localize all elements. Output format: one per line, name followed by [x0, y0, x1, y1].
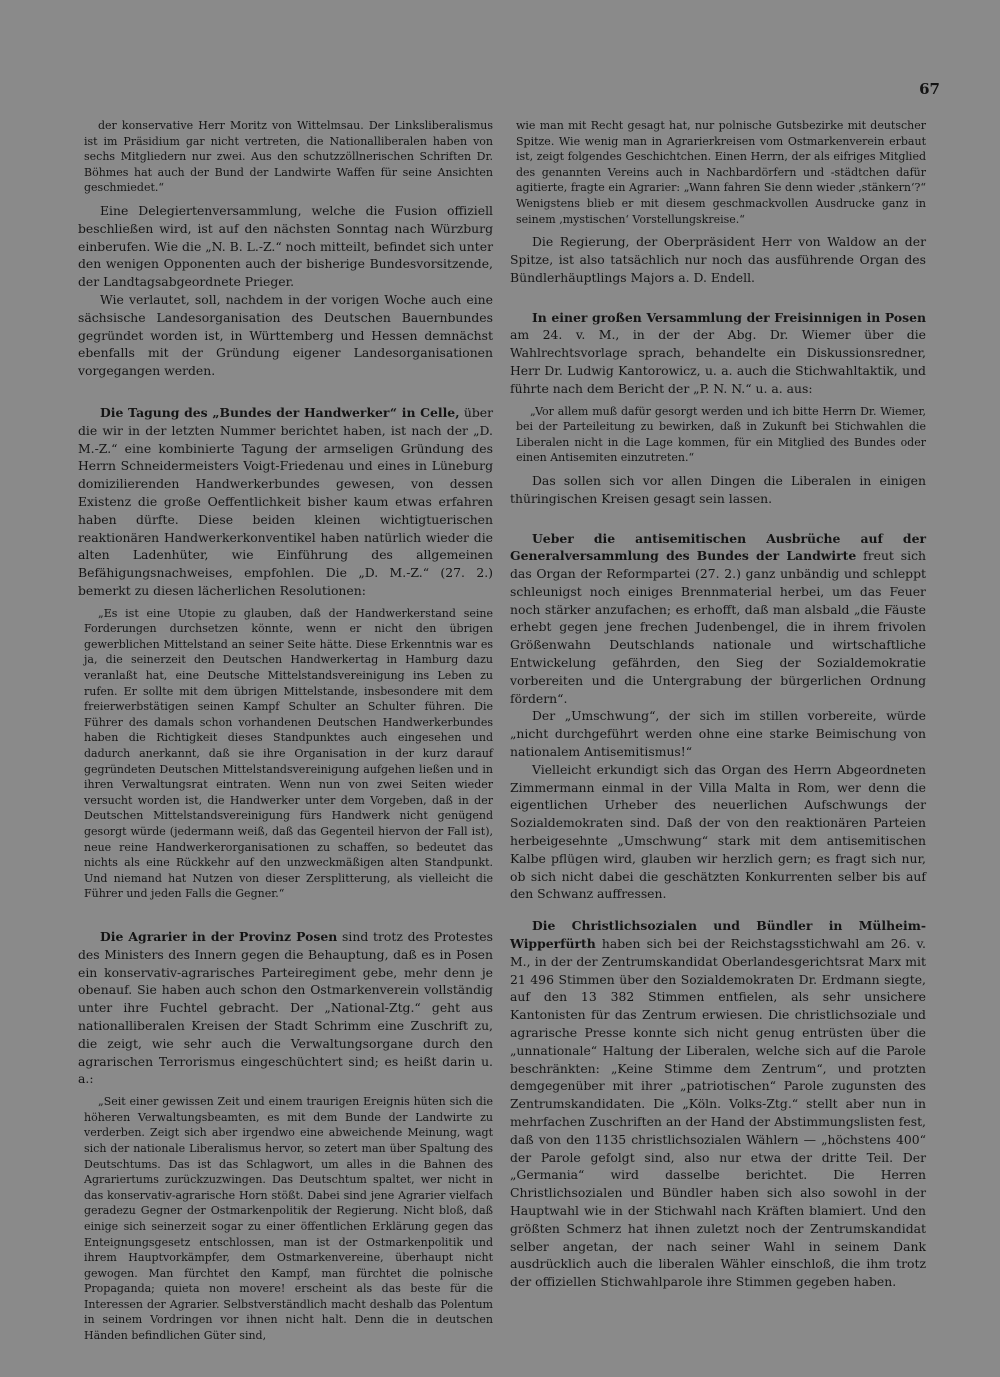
article-freisinnige-posen: [510, 309, 926, 398]
article-agrarier-posen-lead-text: sind trotz des Protestes des Ministers des Innern gegen die Behauptung, daß es in Posen ein konservativ-agrarisches Parteiregiment gebe, mehr denn je obenauf. Sie haben auch schon den Ostmarkenverein vollständig unter ihre Fuchtel gebracht. Der „National-Ztg.“ geht aus nationalliberalen Kreisen der Stadt Schrimm eine Zuschrift zu, die zeigt, wie sehr auch die Verwaltungsorgane durch den agrarischen Terrorismus eingeschüchtert sind; es heißt darin u. a.:: [78, 928, 493, 1087]
article-agrarier-posen-heading: Die Agrarier in der Provinz Posen: [100, 928, 338, 944]
quote-posen-cont-paragraph: wie man mit Recht gesagt hat, nur polnische Gutsbezirke mit deutscher Spitze. Wie wenig man in Agrarierkreisen vom Ostmarkenverein erbaut ist, zeigt folgendes Geschichtchen. Einen Herrn, der als eifriges Mitglied des genannten Vereins auch in Nachbardörfern und -städtchen dafür agitierte, fragte ein Agrarier: „Wann fahren Sie denn wieder ‚stänkern‘?“ Wenigstens blieb er mit diesem geschmackvollen Ausdrucke ganz in seinem ‚mystischen‘ Vorstellungskreise.“: [516, 119, 926, 226]
paragraph-delegiertenversammlung-paragraph: Eine Delegiertenversammlung, welche die Fusion offiziell beschließen wird, ist auf den nächsten Sonntag nach Würzburg einberufen. Wie die „N. B. L.-Z.“ noch mitteilt, befindet sich unter den wenigen Opponenten auch der bisherige Bundesvorsitzende, der Landtagsabgeordnete Prieger.: [78, 202, 493, 290]
column-left: [78, 118, 493, 1344]
quote-posen: [78, 1094, 493, 1344]
quote-posen-cont: [510, 118, 926, 227]
quote-wiemer-paragraph: „Vor allem muß dafür gesorgt werden und ich bitte Herrn Dr. Wiemer, bei der Parteileitung zu bewirken, daß in Zukunft bei Stichwahlen die Liberalen nicht in die Lage kommen, für ein Mitglied des Bundes oder einen Antisemiten einzutreten.“: [516, 404, 926, 465]
article-handwerker-paragraph: über die wir in der letzten Nummer berichtet haben, ist nach der „D. M.-Z.“ eine kombinierte Tagung der armseligen Gründung des Herrn Schneidermeisters Voigt-Friedenau und eines in Lüneburg domizilierenden Handwerkerbundes gewesen, von dessen Existenz die große Oeffentlichkeit bisher kaum etwas erfahren haben dürfte. Diese beiden kleinen wichtigtuerischen reaktionären Handwerkerkonventikel haben natürlich wieder die alten Ladenhüter, wie Einführung des allgemeinen Befähigungsnachweises, empfohlen. Die „D. M.-Z.“ (27. 2.) bemerkt zu diesen lächerlichen Resolutionen:: [78, 404, 494, 598]
paragraph-regierung-paragraph: Die Regierung, der Oberpräsident Herr von Waldow an der Spitze, ist also tatsächlich nur noch das ausführende Organ des Bündlerhäuptlings Majors a. D. Endell.: [510, 234, 926, 285]
article-freisinnige-posen-heading: In einer großen Versammlung der Freisinnigen in Posen: [532, 309, 926, 325]
article-muelheim-wipperfuerth: [510, 917, 926, 1291]
quote-wiemer: [510, 404, 926, 466]
quote-posen-paragraph: „Seit einer gewissen Zeit und einem traurigen Ereignis hüten sich die höheren Verwaltungsbeamten, es mit dem Bunde der Landwirte zu verderben. Zeigt sich aber irgendwo eine abweichende Meinung, wagt sich der nationale Liberalismus hervor, so zetert man über Spaltung des Deutschtums. Das ist das Schlagwort, um alles in die Bahnen des Agrariertums zurückzuzwingen. Das Deutschtum spaltet, wer nicht in das konservativ-agrarische Horn stößt. Dabei sind jene Agrarier vielfach geradezu Gegner der Ostmarkenpolitik der Regierung. Nicht bloß, daß einige sich seinerzeit sogar zu einer öffentlichen Erklärung gegen das Enteignungsgesetz entschlossen, man ist der Ostmarkenpolitik und ihrem Hauptvorkämpfer, dem Ostmarkenvereine, überhaupt nicht gewogen. Man fürchtet den Kampf, man fürchtet die polnische Propaganda; quieta non movere! erscheint als das beste für die Interessen der Agrarier. Selbstverständlich macht deshalb das Polentum in seinem Vordringen vor ihnen nicht halt. Denn die in deutschen Händen befindlichen Güter sind,: [84, 1095, 493, 1343]
article-handwerker-heading: Die Tagung des „Bundes der Handwerker“ in Celle,: [100, 404, 460, 420]
article-muelheim-wipperfuerth-heading: Die Christlichsozialen und Bündler in Mülheim-Wipperfürth: [510, 918, 926, 952]
article-antisemitische-ausbrueche-paragraph: Vielleicht erkundigt sich das Organ des Herrn Abgeordneten Zimmermann einmal in der Villa Malta in Rom, wer denn die eigentlichen Urheber des neuerlichen Aufschwungs der Sozialdemokraten sind. Daß der von den reaktionären Parteien herbeigesehnte „Umschwung“ stark mit dem antisemitischen Kalbe pflügen wird, glauben wir herzlich gern; es fragt sich nur, ob sich nicht dabei die geschätzten Konkurrenten selber bis auf den Schwanz auffressen.: [510, 761, 926, 902]
article-antisemitische-ausbrueche-lead-text: freut sich das Organ der Reformpartei (27. 2.) ganz unbändig und schleppt schleunigst noch einiges Brennmaterial herbei, um das Feuer noch stärker anzufachen; es erhofft, daß man alsbald „die Fäuste erhebt gegen jene frechen Judenbengel, die in ihrem frivolen Größenwahn Deutschlands nationale und wirtschaftliche Entwickelung gefährden, den Sieg der Sozialdemokratie vorbereiten und die Untergrabung der bürgerlichen Ordnung fördern“.: [510, 548, 926, 706]
quote-utopie: [78, 606, 493, 902]
article-handwerker: [78, 404, 493, 600]
article-muelheim-wipperfuerth-lead-text: haben sich bei der Reichstagsstichwahl am 26. v. M., in der der Zentrumskandidat Oberlandesgerichtsrat Marx mit 21 496 Stimmen über den Sozialdemokraten Dr. Erdmann siegte, auf den 13 382 Stimmen entfielen, als sehr unsichere Kantonisten für das Zentrum erwiesen. Die christlichsoziale und agrarische Presse konnte sich nicht genug entrüsten über die „unnationale“ Haltung der Liberalen, welche sich auf die Parole beschränkten: „Keine Stimme dem Zentrum“, und protzten demgegenüber mit ihrer „patriotischen“ Parole zugunsten des Zentrumskandidaten. Die „Köln. Volks-Ztg.“ stellt aber nun in mehrfachen Zuschriften an der Hand der Abstimmungslisten fest, daß von den 1135 christlichsozialen Wählern — „höchstens 400“ der Parole gefolgt sind, also nur etwa der dritte Teil. Der „Germania“ wird dasselbe berichtet. Die Herren Christlichsozialen und Bündler haben sich also sowohl in der Hauptwahl wie in der Stichwahl nach Kräften blamiert. Und den größten Schmerz hat ihnen zuletzt noch der Zentrumskandidat selber angetan, der nach seiner Wahl in seinem Dank ausdrücklich auch die liberalen Wähler einschloß, die ihm trotz der offiziellen Stichwahlparole ihre Stimmen gegeben haben.: [510, 936, 926, 1290]
quote-konservative: [78, 118, 493, 196]
page-number: 67: [919, 80, 940, 98]
paragraph-delegiertenversammlung-paragraph: Wie verlautet, soll, nachdem in der vorigen Woche auch eine sächsische Landesorganisation des Deutschen Bauernbundes gegründet worden ist, in Württemberg und Hessen demnächst ebenfalls mit der Gründung eigener Landesorganisationen vorgegangen werden.: [78, 291, 493, 379]
article-agrarier-posen: [78, 928, 493, 1088]
column-right: [510, 118, 926, 1291]
paragraph-delegiertenversammlung: [78, 202, 493, 380]
paragraph-regierung: [510, 233, 926, 286]
article-antisemitische-ausbrueche: [510, 530, 926, 904]
paragraph-thueringen: [510, 472, 926, 508]
article-antisemitische-ausbrueche-heading: Ueber die antisemitischen Ausbrüche auf der Generalversammlung des Bundes der Landwirte: [510, 530, 926, 564]
paragraph-thueringen-paragraph: Das sollen sich vor allen Dingen die Liberalen in einigen thüringischen Kreisen gesagt sein lassen.: [510, 472, 926, 506]
article-antisemitische-ausbrueche-paragraph: Der „Umschwung“, der sich im stillen vorbereite, würde „nicht durchgeführt werden ohne eine starke Beimischung von nationalem Antisemitismus!“: [510, 708, 926, 760]
article-freisinnige-posen-paragraph: am 24. v. M., in der der Abg. Dr. Wiemer über die Wahlrechtsvorlage sprach, behandelte ein Diskussionsredner, Herr Dr. Ludwig Kantorowicz, u. a. auch die Stichwahltaktik, und führte nach dem Bericht der „P. N. N.“ u. a. aus:: [510, 327, 926, 396]
quote-konservative-paragraph: der konservative Herr Moritz von Wittelmsau. Der Linksliberalismus ist im Präsidium gar nicht vertreten, die Nationalliberalen haben von sechs Mitgliedern nur zwei. Aus den schutzzöllnerischen Schriften Dr. Böhmes hat auch der Bund der Landwirte Waffen für seine Ansichten geschmiedet.“: [84, 119, 493, 195]
quote-utopie-paragraph: „Es ist eine Utopie zu glauben, daß der Handwerkerstand seine Forderungen durchsetzen könnte, wenn er nicht den übrigen gewerblichen Mittelstand an seiner Seite hätte. Diese Erkenntnis war es ja, die seinerzeit den Deutschen Handwerkertag in Hamburg dazu veranlaßt hat, eine Deutsche Mittelstandsvereinigung ins Leben zu rufen. Er sollte mit dem übrigen Mittelstande, insbesondere mit dem freierwerbstätigen seinen Kampf Schulter an Schulter führen. Die Führer des damals schon vorhandenen Deutschen Handwerkerbundes haben die Richtigkeit dieses Standpunktes auch eingesehen und dadurch anerkannt, daß sie ihre Organisation in der kurz darauf gegründeten Deutschen Mittelstandsvereinigung aufgehen ließen und in ihren Verwaltungsrat eintraten. Wenn nun von zwei Seiten wieder versucht worden ist, die Handwerker unter dem Vorgeben, daß in der Deutschen Mittelstandsvereinigung fürs Handwerk nicht genügend gesorgt würde (jedermann weiß, daß das Gegenteil hiervon der Fall ist), neue reine Handwerkerorganisationen zu schaffen, so bedeutet das nichts als eine Rückkehr auf den unzweckmäßigen alten Standpunkt. Und niemand hat Nutzen von dieser Zersplitterung, als vielleicht die Führer und jeden Falls die Gegner.“: [84, 606, 493, 901]
